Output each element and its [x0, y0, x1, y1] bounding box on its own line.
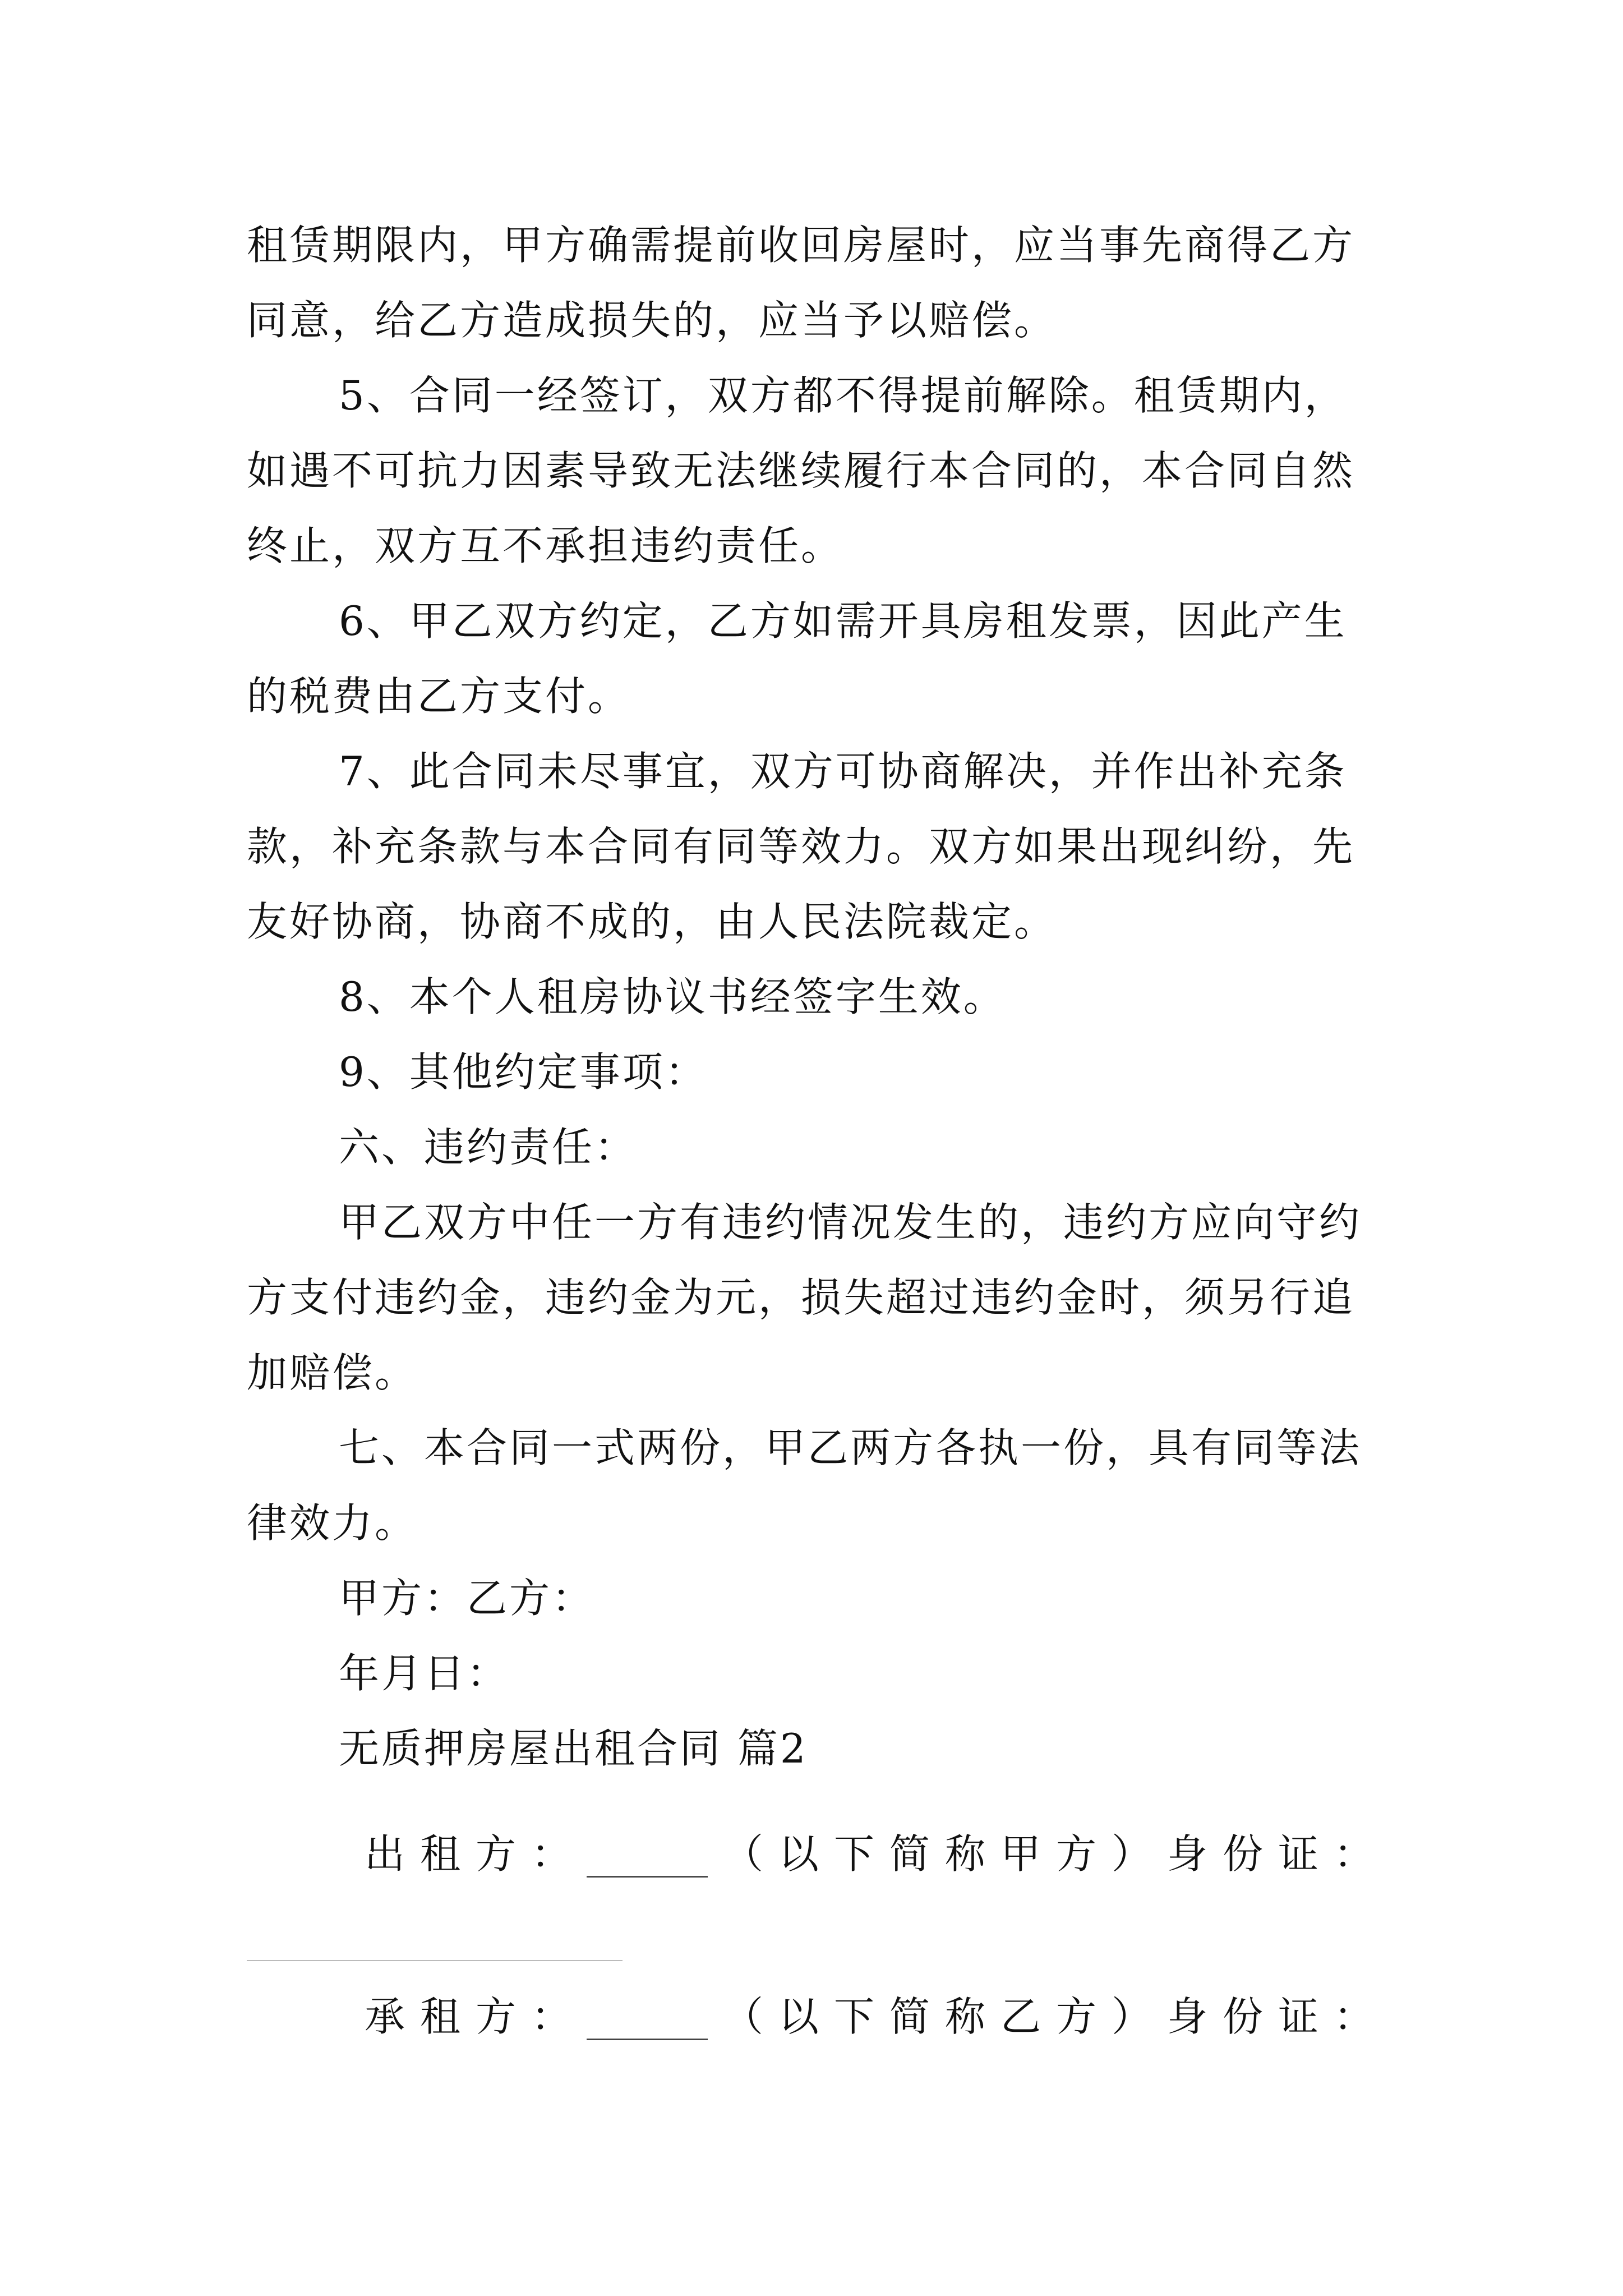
row-char: ： [1333, 1993, 1374, 2040]
row-char: 下 [833, 1830, 874, 1878]
row-char: 份 [1222, 1830, 1263, 1878]
document-body [247, 208, 1391, 1786]
lessee-row [247, 1979, 1391, 2054]
text-line: 律效力。 [247, 1499, 418, 1547]
text-line: 六、违约责任： [339, 1124, 638, 1171]
row-char: ） [1111, 1830, 1152, 1878]
row-char: 方 [1055, 1993, 1096, 2040]
text-line: 年月日： [339, 1650, 510, 1697]
text-line: 终止，双方互不承担违约责任。 [247, 522, 844, 569]
row-char: 份 [1222, 1993, 1263, 2040]
row-char: 方 [476, 1830, 517, 1878]
text-line: 无质押房屋出租合同 篇2 [339, 1725, 808, 1772]
text-line: 8、本个人租房协议书经签字生效。 [339, 973, 1006, 1020]
text-line: 七、本合同一式两份，甲乙两方各执一份，具有同等法 [339, 1424, 1362, 1471]
text-line: 甲方：乙方： [339, 1575, 595, 1622]
row-char: ） [1111, 1993, 1152, 2040]
row-char: 下 [833, 1993, 874, 2040]
row-char: （ [722, 1993, 763, 2040]
text-line: 租赁期限内，甲方确需提前收回房屋时，应当事先商得乙方 [247, 222, 1355, 269]
text-line: 甲乙双方中任一方有违约情况发生的，违约方应向守约 [339, 1199, 1362, 1246]
row-char: 乙 [1000, 1993, 1041, 2040]
row-char: 简 [889, 1830, 930, 1878]
row-char: 租 [420, 1993, 461, 2040]
row-char: 证 [1278, 1830, 1318, 1878]
row-char: 出 [365, 1830, 405, 1878]
text-line: 7、此合同未尽事宜，双方可协商解决，并作出补充条 [339, 748, 1347, 795]
row-char: ： [531, 1830, 572, 1878]
row-char: 以 [778, 1830, 819, 1878]
row-char: 身 [1166, 1830, 1207, 1878]
text-line: 9、其他约定事项： [339, 1048, 708, 1096]
row-char: 身 [1166, 1993, 1207, 2040]
row-char: 甲 [1000, 1830, 1041, 1878]
row-char: 简 [889, 1993, 930, 2040]
text-line: 友好协商，协商不成的，由人民法院裁定。 [247, 898, 1057, 945]
lessor-row [247, 1816, 1391, 1892]
blank-field: ______ [587, 1830, 708, 1878]
row-char: 租 [420, 1830, 461, 1878]
row-char: 以 [778, 1993, 819, 2040]
row-char: ： [1333, 1830, 1374, 1878]
text-line: 方支付违约金，违约金为元，损失超过违约金时，须另行追 [247, 1274, 1355, 1321]
text-line: 5、合同一经签订，双方都不得提前解除。租赁期内， [339, 372, 1347, 419]
text-line: 款，补充条款与本合同有同等效力。双方如果出现纠纷，先 [247, 823, 1355, 870]
text-line: 加赔偿。 [247, 1349, 418, 1396]
row-char: 承 [365, 1993, 405, 2040]
text-line: 6、甲乙双方约定，乙方如需开具房租发票，因此产生 [339, 597, 1347, 645]
row-char: （ [722, 1830, 763, 1878]
blank-field: ______ [587, 1993, 708, 2040]
row-char: 称 [944, 1830, 985, 1878]
footnote-divider [247, 1960, 623, 1961]
text-line: 如遇不可抗力因素导致无法继续履行本合同的，本合同自然 [247, 447, 1355, 494]
row-char: 称 [944, 1993, 985, 2040]
row-char: 证 [1278, 1993, 1318, 2040]
row-char: ： [531, 1993, 572, 2040]
row-char: 方 [476, 1993, 517, 2040]
text-line: 的税费由乙方支付。 [247, 673, 631, 720]
row-char: 方 [1055, 1830, 1096, 1878]
text-line: 同意，给乙方造成损失的，应当予以赔偿。 [247, 297, 1057, 344]
